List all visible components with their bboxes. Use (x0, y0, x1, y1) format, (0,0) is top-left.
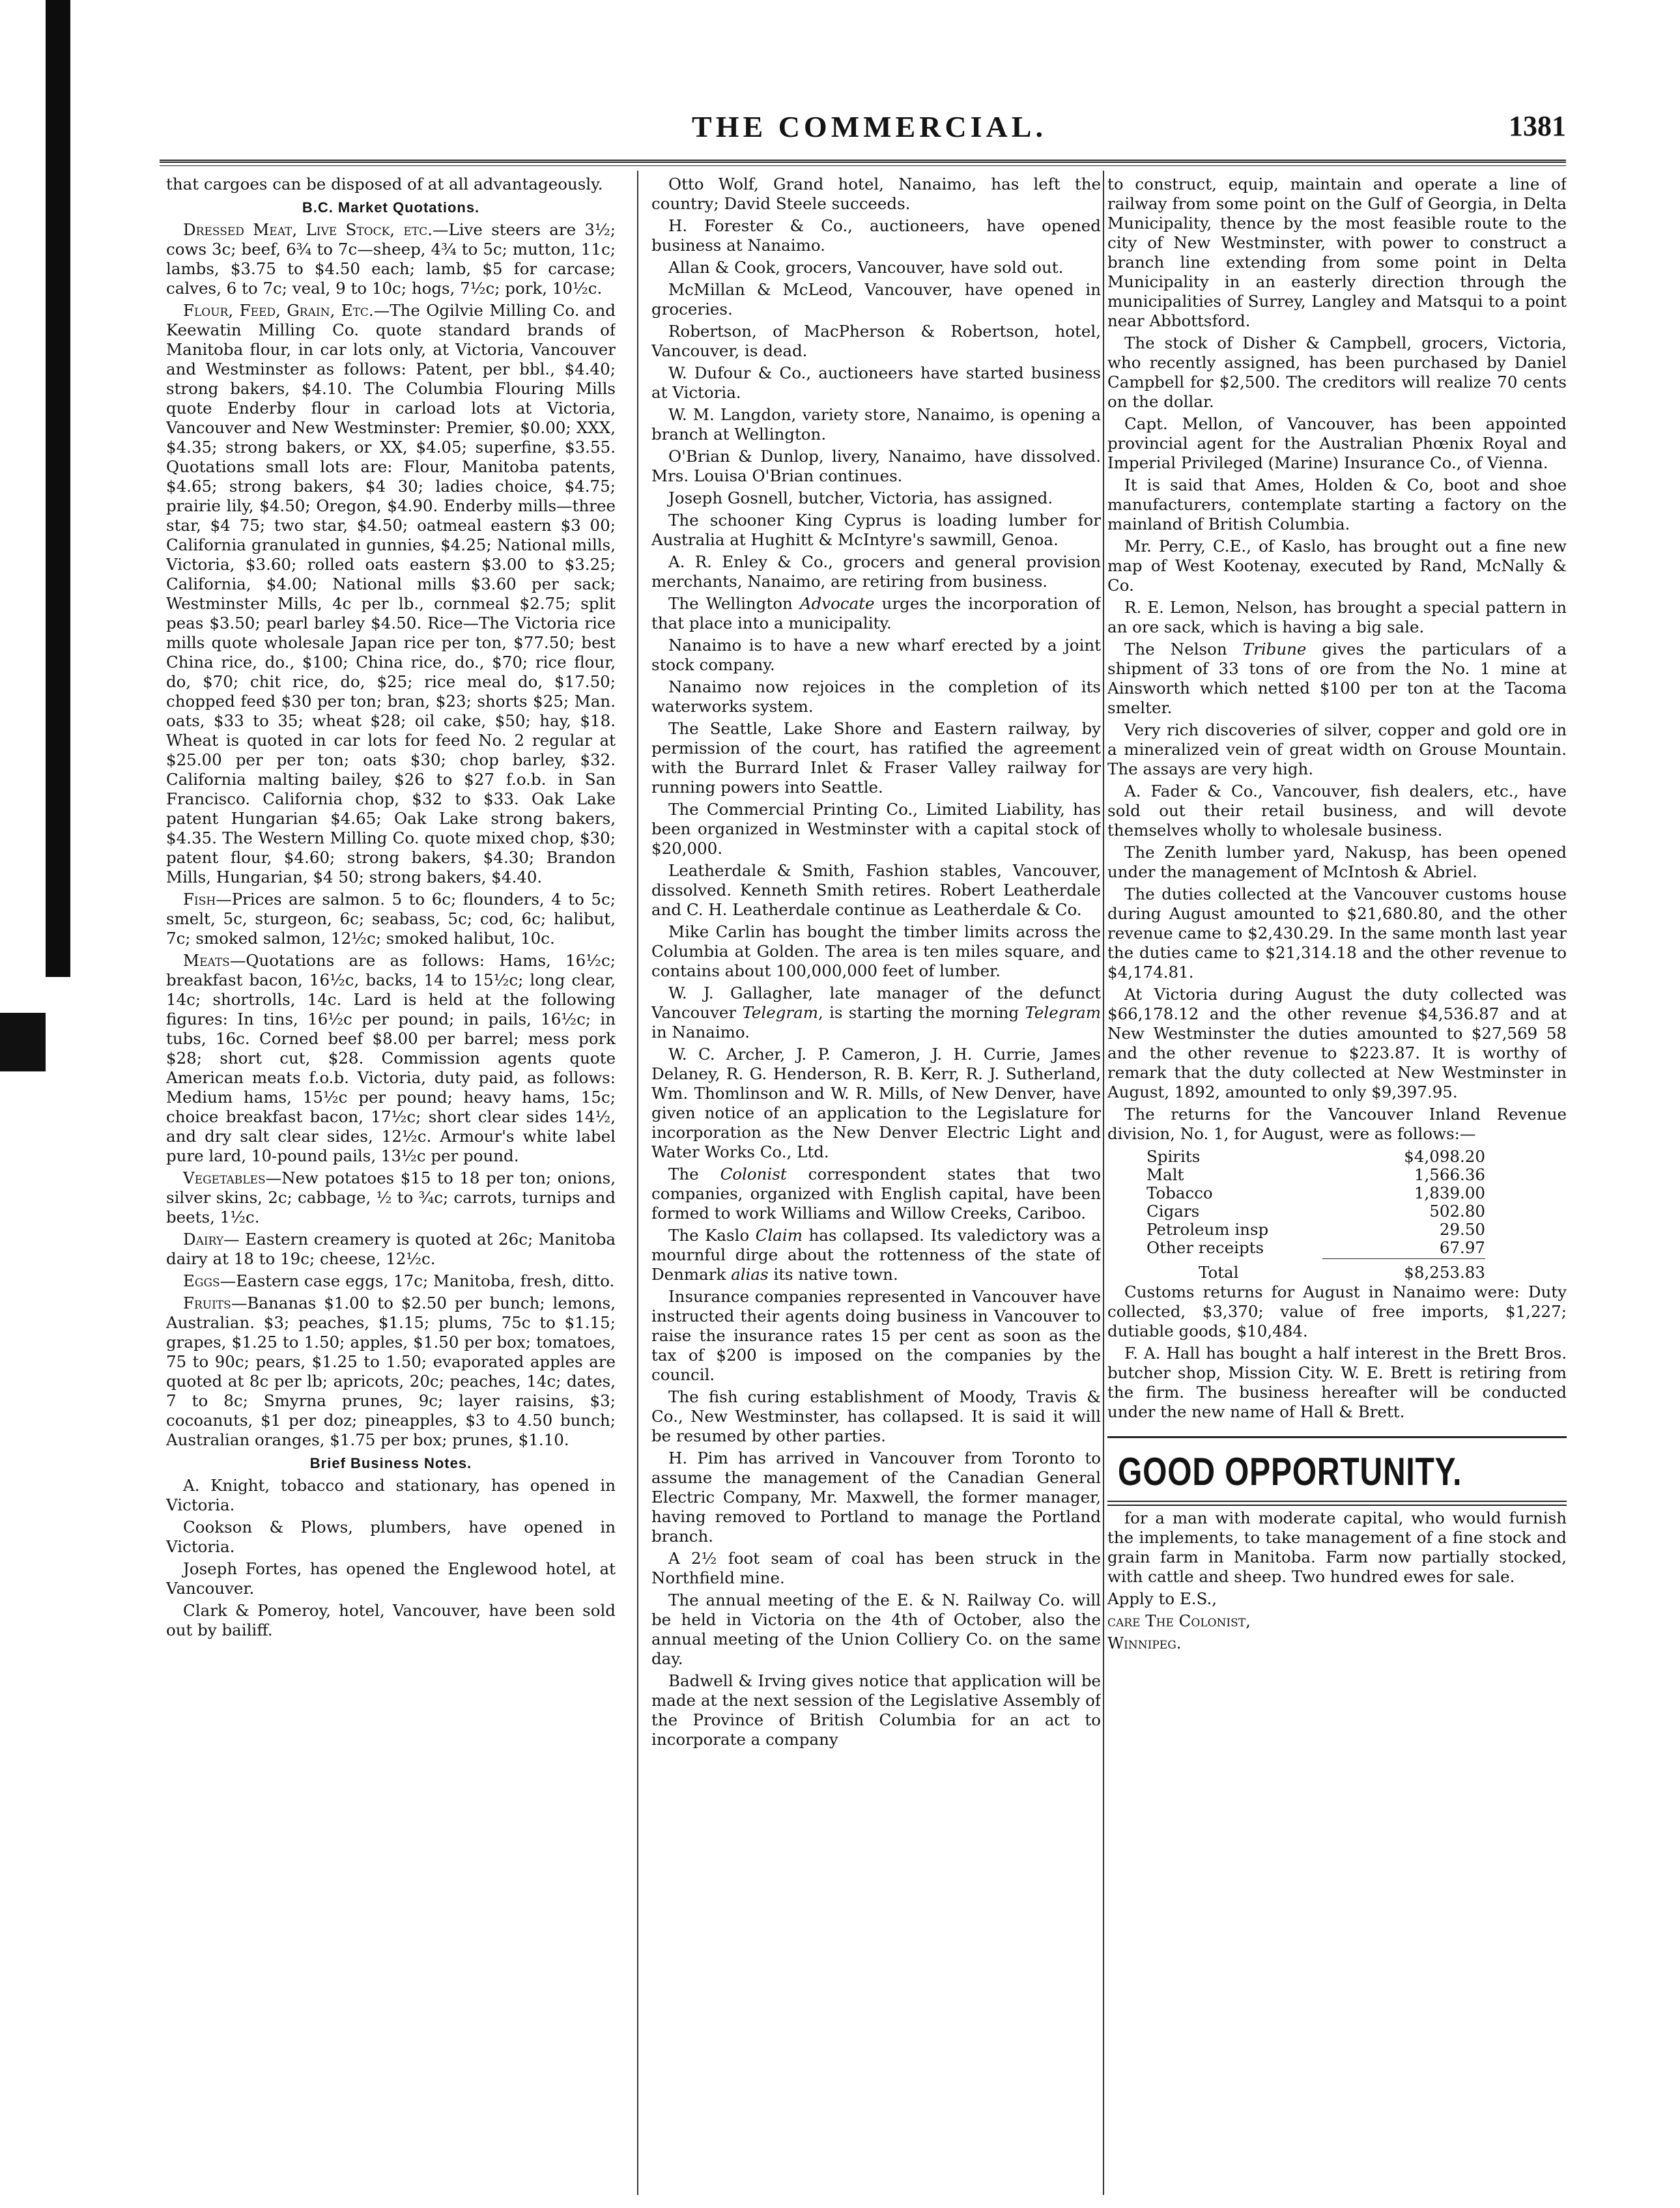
scan-edge-bar (46, 0, 70, 977)
meats-text: —Quotations are as follows: Hams, 16½c; breakfast bacon, 16½c, backs, 14 to 15½c; long clear, 14c; shortrolls, 14c. Lard is held at the following figures: In tins, 16½c per pound; in pails, 16½c; in tubs, 16c. Corned beef $8.00 per barrel; mess pork $28; short cut, $28. Commission agents quote American meats f.o.b. Victoria, duty paid, as follows: Medium hams, 15½c per pound; heavy hams, 15c; choice breakfast bacon, 17½c; short clear sides 14½, and dry salt clear sides, 12½c. Armour's white label pure lard, 10-pound pails, 13½c per pound. (166, 951, 616, 1165)
total-amount: $8,253.83 (1404, 1263, 1485, 1282)
news-item: A. Fader & Co., Vancouver, fish dealers, etc., have sold out their retail business, and will devote themselves wholly to wholesale business. (1107, 782, 1567, 840)
dressed-meat-label: Dressed Meat, Live Stock, etc. (183, 220, 433, 239)
news-text: , is starting the morning (818, 1003, 1025, 1022)
news-item: Mr. Perry, C.E., of Kaslo, has brought out a fine new map of West Kootenay, executed by Rand, McNally & Co. (1107, 537, 1567, 595)
flour-label: Flour, Feed, Grain, Etc. (183, 301, 374, 320)
newspaper-name: Claim (755, 1226, 803, 1245)
revenue-amount: 67.97 (1439, 1238, 1485, 1257)
ad-rule (1107, 1501, 1567, 1502)
news-item: Nanaimo is to have a new wharf erected by a joint stock company. (651, 636, 1101, 674)
fish-label: Fish (183, 890, 216, 909)
revenue-total-row (1146, 1263, 1485, 1282)
news-item: It is said that Ames, Holden & Co, boot and shoe manufacturers, contemplate starting a factory on the mainland of British Columbia. (1107, 475, 1567, 533)
fruits-text: —Bananas $1.00 to $2.50 per bunch; lemons, Australian. $3; peaches, $1.15; plums, 75c to $1.15; grapes, $1.25 to 1.50; apples, $1.50 per box; tomatoes, 75 to 90c; pears, $1.25 to 1.50; evaporated apples are quoted at 8c per lb; apricots, 20c; peaches, 14c; dates, 7 to 8c; Smyrna prunes, 9c; layer raisins, $3; cocoanuts, $1 per doz; pineapples, $3 to 4.50 bunch; Australian oranges, $1.75 per box; prunes, $1.10. (166, 1294, 616, 1449)
news-text: The (668, 1165, 720, 1183)
news-item: The schooner King Cyprus is loading lumber for Australia at Hughitt & McIntyre's sawmill, Genoa. (651, 511, 1101, 549)
revenue-table (1146, 1148, 1485, 1257)
revenue-label: Petroleum insp (1146, 1220, 1269, 1239)
news-text: gives the particulars of a shipment of 33 tons of ore from the No. 1 mine at Ainsworth which netted $100 per ton at the Tacoma smelter. (1107, 640, 1567, 717)
total-rule (1322, 1258, 1485, 1259)
news-item: Very rich discoveries of silver, copper and gold ore in a mineralized vein of great width on Grouse Mountain. The assays are very high. (1107, 720, 1567, 778)
news-item (651, 1165, 1101, 1223)
dressed-meat-paragraph (166, 220, 616, 298)
news-item: The Zenith lumber yard, Nakusp, has been opened under the management of McIntosh & Abriel. (1107, 843, 1567, 881)
meats-paragraph (166, 951, 616, 1166)
news-item (651, 984, 1101, 1042)
news-item: H. Forester & Co., auctioneers, have opened business at Nanaimo. (651, 216, 1101, 255)
news-item: Customs returns for August in Nanaimo were: Duty collected, $3,370; value of free imports, $1,227; dutiable goods, $10,484. (1107, 1282, 1567, 1340)
revenue-amount: 29.50 (1439, 1220, 1485, 1239)
revenue-row (1146, 1166, 1485, 1184)
news-text: urges the incorporation of that place into a municipality. (651, 594, 1101, 632)
dairy-paragraph (166, 1230, 616, 1269)
newspaper-name: Advocate (799, 594, 875, 613)
ad-apply: Apply to E.S., (1107, 1589, 1217, 1608)
eggs-paragraph (166, 1271, 616, 1291)
brief-note: Joseph Fortes, has opened the Englewood hotel, at Vancouver. (166, 1559, 616, 1598)
news-item: Leatherdale & Smith, Fashion stables, Vancouver, dissolved. Kenneth Smith retires. Robert Leatherdale and C. H. Leatherdale continue as Leatherdale & Co. (651, 861, 1101, 919)
news-item: Otto Wolf, Grand hotel, Nanaimo, has left the country; David Steele succeeds. (651, 175, 1101, 213)
news-text: W. J. Gallagher, late manager of the defunct Vancouver (651, 984, 1101, 1022)
news-item: W. M. Langdon, variety store, Nanaimo, is opening a branch at Wellington. (651, 405, 1101, 444)
news-item (651, 594, 1101, 633)
brief-note: A. Knight, tobacco and stationary, has opened in Victoria. (166, 1476, 616, 1514)
news-item: Capt. Mellon, of Vancouver, has been appointed provincial agent for the Australian Phœnix Royal and Imperial Privileged (Marine) Insurance Co., of Vienna. (1107, 414, 1567, 472)
revenue-label: Spirits (1146, 1147, 1201, 1166)
news-item: Insurance companies represented in Vancouver have instructed their agents doing business in Vancouver to raise the insurance rates 15 per cent as soon as the tax of $200 is imposed on the companies by the council. (651, 1287, 1101, 1384)
news-item: McMillan & McLeod, Vancouver, have opened in groceries. (651, 280, 1101, 318)
ad-address-1: care The Colonist, (1107, 1611, 1251, 1630)
fruits-label: Fruits (183, 1294, 231, 1312)
news-text: has collapsed. Its valedictory was a mournful dirge about the rottenness of the state of Denmark (651, 1226, 1101, 1284)
news-item: Nanaimo now rejoices in the completion of its waterworks system. (651, 677, 1101, 716)
italic-word: alias (731, 1265, 769, 1284)
vegetables-paragraph (166, 1168, 616, 1227)
news-item: O'Brian & Dunlop, livery, Nanaimo, have dissolved. Mrs. Louisa O'Brian continues. (651, 447, 1101, 485)
bc-market-heading: B.C. Market Quotations. (302, 199, 480, 216)
news-item: H. Pim has arrived in Vancouver from Toronto to assume the management of the Canadian General Electric Company, Mr. Maxwell, the former manager, having removed to Portland to manage the Portland branch. (651, 1449, 1101, 1546)
vegetables-label: Vegetables (183, 1168, 266, 1187)
news-item: A 2½ foot seam of coal has been struck in the Northfield mine. (651, 1549, 1101, 1587)
news-item: The Seattle, Lake Shore and Eastern railway, by permission of the court, has ratified the agreement with the Burrard Inlet & Fraser Valley railway for running powers into Seattle. (651, 719, 1101, 797)
flour-paragraph (166, 301, 616, 887)
ad-address-2: Winnipeg. (1107, 1634, 1182, 1652)
meats-label: Meats (183, 951, 230, 970)
intro-text: that cargoes can be disposed of at all advantageously. (166, 175, 603, 193)
news-item: A. R. Enley & Co., grocers and general provision merchants, Nanaimo, are retiring from business. (651, 552, 1101, 591)
revenue-label: Malt (1146, 1165, 1184, 1184)
news-item: The Commercial Printing Co., Limited Liability, has been organized in Westminster with a capital stock of $20,000. (651, 800, 1101, 858)
brief-note: Clark & Pomeroy, hotel, Vancouver, have been sold out by bailiff. (166, 1601, 616, 1639)
newspaper-name: Tribune (1242, 640, 1307, 658)
page-number: 1381 (1509, 110, 1566, 142)
news-item: The fish curing establishment of Moody, Travis & Co., New Westminster, has collapsed. It is said it will be resumed by other parties. (651, 1387, 1101, 1445)
column-divider-1 (637, 171, 638, 2195)
revenue-amount: 1,566.36 (1414, 1165, 1485, 1184)
newspaper-name: Telegram (742, 1003, 818, 1022)
news-item: R. E. Lemon, Nelson, has brought a special pattern in an ore sack, which is having a big sale. (1107, 598, 1567, 636)
eggs-label: Eggs (183, 1271, 220, 1290)
news-item: Allan & Cook, grocers, Vancouver, have sold out. (668, 258, 1064, 277)
news-item (651, 1226, 1101, 1284)
column-1 (166, 175, 616, 2195)
news-item: Mike Carlin has bought the timber limits across the Columbia at Golden. The area is ten miles square, and contains about 100,000,000 feet of lumber. (651, 922, 1101, 980)
scan-edge-tab (0, 1013, 46, 1071)
ad-title: GOOD OPPORTUNITY. (1118, 1450, 1462, 1493)
ad-body: for a man with moderate capital, who would furnish the implements, to take management of a fine stock and grain farm in Manitoba. Farm now partially stocked, with cattle and sheep. Two hundred ewes for sale. (1107, 1508, 1567, 1586)
vegetables-text: —New potatoes $15 to 18 per ton; onions, silver skins, 2c; cabbage, ½ to ¾c; carrots, turnips and beets, 1½c. (166, 1168, 616, 1226)
header-rule (160, 160, 1566, 166)
news-item: At Victoria during August the duty collected was $66,178.12 and the other revenue $4,536.87 and at New Westminster the duties amounted to $27,569 58 and the other revenue to $223.87. It is worthy of remark that the duty collected at New Westminster in August, 1892, amounted to only $9,397.95. (1107, 985, 1567, 1101)
news-text: The Wellington (668, 594, 800, 613)
news-item: The duties collected at the Vancouver customs house during August amounted to $21,680.80, and the other revenue came to $2,430.29. In the same month last year the duties came to $21,314.18 and the other revenue to $4,174.81. (1107, 885, 1567, 982)
news-item: W. Dufour & Co., auctioneers have started business at Victoria. (651, 363, 1101, 402)
advertisement (1107, 1436, 1567, 1653)
brief-notes-heading: Brief Business Notes. (309, 1455, 472, 1471)
news-item: F. A. Hall has bought a half interest in the Brett Bros. butcher shop, Mission City. W. E. Brett is retiring from the firm. The business hereafter will be conducted under the new name of Hall & Brett. (1107, 1344, 1567, 1421)
news-item: Robertson, of MacPherson & Robertson, hotel, Vancouver, is dead. (651, 322, 1101, 360)
column-3 (1107, 175, 1567, 2195)
revenue-row (1146, 1148, 1485, 1166)
brief-note: Cookson & Plows, plumbers, have opened in Victoria. (166, 1518, 616, 1556)
revenue-label: Other receipts (1146, 1238, 1264, 1257)
news-text: correspondent states that two companies, organized with English capital, have been formed to work Williams and Willow Creeks, Cariboo. (651, 1165, 1101, 1223)
revenue-label: Cigars (1146, 1202, 1200, 1221)
news-item: W. C. Archer, J. P. Cameron, J. H. Currie, James Delaney, R. G. Henderson, R. B. Kerr, R. J. Sutherland, Wm. Thomlinson and W. R. Mills, of New Denver, have given notice of an application to the Legislature for incorporation as the New Denver Electric Light and Water Works Co., Ltd. (651, 1045, 1101, 1161)
column-2 (651, 175, 1101, 2195)
flour-text: —The Ogilvie Milling Co. and Keewatin Milling Co. quote standard brands of Manitoba flour, in car lots only, at Victoria, Vancouver and Westminster as follows: Patent, per bbl., $4.40; strong bakers, $4.10. The Columbia Flouring Mills quote Enderby flour in carload lots at Victoria, Vancouver and New Westminster: Premier, $0.00; XXX, $4.35; strong bakers, or XX, $4.05; superfine, $3.55. Quotations small lots are: Flour, Manitoba patents, $4.65; strong bakers, $4 30; ladies choice, $4.75; prairie lily, $4.50; Oregon, $4.90. Enderby mills—three star, $4 75; two star, $4.50; oatmeal eastern $3 00; California granulated in gunnies, $4.25; National mills, Victoria, $3.60; rolled oats eastern $3.00 to $3.25; California, $4.00; National mills $3.60 per sack; Westminster Mills, 4c per lb., cornmeal $2.75; split peas $3.50; pearl barley $4.50. Rice—The Victoria rice mills quote wholesale Japan rice per ton, $77.50; best China rice, do., $100; China rice, do., $70; rice flour, do, $70; chit rice, do, $25; rice meal do, $17.50; chopped feed $30 per ton; bran, $23; shorts $25; Man. oats, $33 to 35; wheat $28; oil cake, $50; hay, $18. Wheat is quoted in car lots for feed No. 2 regular at $25.00 per per ton; oats $30; chop barley, $32. California malting bailey, $26 to $27 f.o.b. in San Francisco. California chop, $32 to $33. Oak Lake patent Hungarian $4.65; Oak Lake strong bakers, $4.35. The Western Milling Co. quote mixed chop, $30; patent flour, $4.60; strong bakers, $4.30; Brandon Mills, Hungarian, $4 50; strong bakers, $4.40. (166, 301, 616, 886)
revenue-row (1146, 1202, 1485, 1221)
news-item: The stock of Disher & Campbell, grocers, Victoria, who recently assigned, has been purchased by Daniel Campbell for $2,500. The creditors will realize 70 cents on the dollar. (1107, 333, 1567, 411)
total-label: Total (1199, 1263, 1239, 1282)
news-text: The Nelson (1124, 640, 1243, 658)
dressed-meat-text: —Live steers are 3½; cows 3c; beef, 6¾ to 7c—sheep, 4¾ to 5c; mutton, 11c; lambs, $3.75 to $4.50 each; lamb, $5 for carcase; calves, 6 to 7c; veal, 9 to 10c; hogs, 7½c; pork, 10½c. (166, 220, 616, 298)
news-item: The returns for the Vancouver Inland Revenue division, No. 1, for August, were as follows:— (1107, 1105, 1567, 1143)
news-text: its native town. (768, 1265, 898, 1284)
page-title: THE COMMERCIAL. (692, 110, 1047, 143)
revenue-amount: 1,839.00 (1414, 1183, 1485, 1202)
news-item: The annual meeting of the E. & N. Railway Co. will be held in Victoria on the 4th of October, also the annual meeting of the Union Colliery Co. on the same day. (651, 1591, 1101, 1668)
dairy-text: — Eastern creamery is quoted at 26c; Manitoba dairy at 18 to 19c; cheese, 12½c. (166, 1230, 616, 1268)
revenue-amount: 502.80 (1429, 1202, 1485, 1221)
fish-paragraph (166, 890, 616, 948)
newspaper-name: Telegram (1025, 1003, 1101, 1022)
fish-text: —Prices are salmon. 5 to 6c; flounders, 4 to 5c; smelt, 5c, sturgeon, 6c; seabass, 5c; cod, 6c; halibut, 7c; smoked salmon, 12½c; smoked halibut, 10c. (166, 890, 616, 948)
revenue-row (1146, 1239, 1485, 1257)
revenue-row (1146, 1184, 1485, 1202)
eggs-text: —Eastern case eggs, 17c; Manitoba, fresh, ditto. (220, 1271, 615, 1290)
revenue-row (1146, 1221, 1485, 1239)
revenue-label: Tobacco (1146, 1183, 1213, 1202)
dairy-label: Dairy (183, 1230, 224, 1249)
news-item (1107, 640, 1567, 718)
newspaper-name: Colonist (720, 1165, 787, 1183)
revenue-amount: $4,098.20 (1404, 1147, 1485, 1166)
masthead (173, 98, 1566, 150)
fruits-paragraph (166, 1294, 616, 1450)
news-item: Joseph Gosnell, butcher, Victoria, has assigned. (668, 488, 1053, 507)
news-item: to construct, equip, maintain and operate a line of railway from some point on the Gulf of Georgia, in Delta Municipality, thence by the most feasible route to the city of New Westminster, with power to construct a branch line extending from some point in Delta Municipality in an easterly direction through the municipalities of Surrey, Langley and Matsqui to a point near Abbottsford. (1107, 175, 1567, 330)
news-text: The Kaslo (668, 1226, 756, 1245)
ad-rule (1107, 1505, 1567, 1506)
news-text: in Nanaimo. (651, 1023, 750, 1041)
column-divider-2 (1103, 171, 1104, 2195)
news-item: Badwell & Irving gives notice that application will be made at the next session of the Legislative Assembly of the Province of British Columbia for an act to incorporate a company (651, 1671, 1101, 1749)
